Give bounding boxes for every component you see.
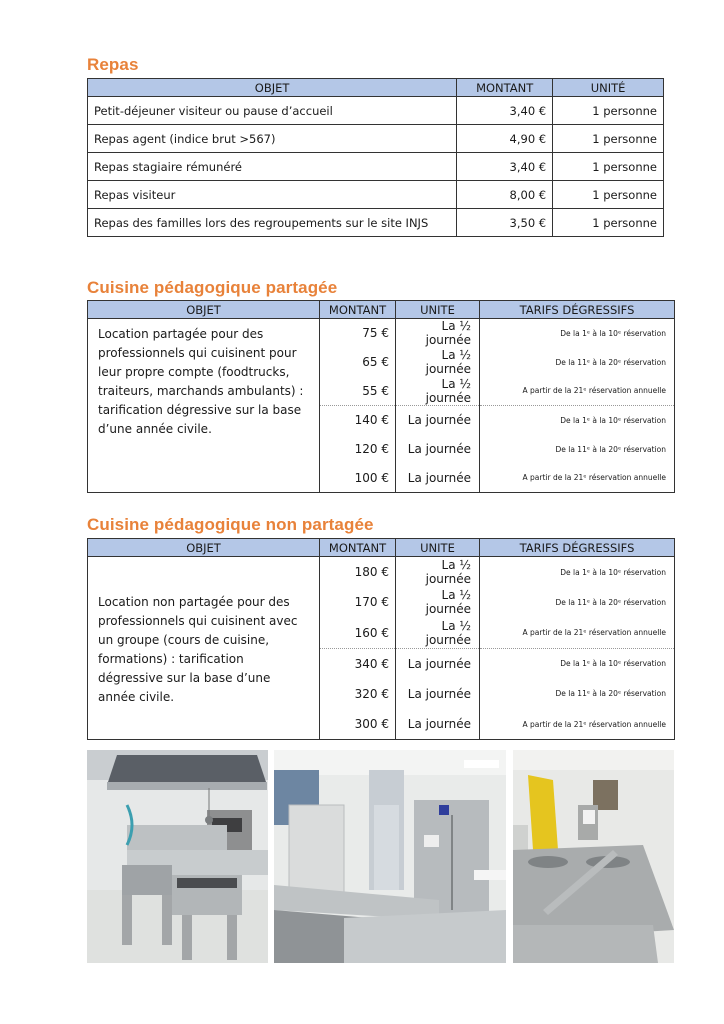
table-row bbox=[88, 181, 664, 209]
repas-table bbox=[87, 78, 664, 237]
cell-montant: 340 € bbox=[320, 648, 396, 679]
cell-tarif: De la 1ᵉ à la 10ᵉ réservation bbox=[480, 648, 675, 679]
cell-montant: 180 € bbox=[320, 557, 396, 588]
cell-unite: La journée bbox=[396, 648, 480, 679]
header-unite: UNITE bbox=[396, 539, 480, 557]
cell-objet: Petit-déjeuner visiteur ou pause d’accueil bbox=[88, 97, 457, 125]
cell-unite: La ½ journée bbox=[396, 319, 480, 348]
cell-unite: 1 personne bbox=[553, 153, 664, 181]
cell-unite: La ½ journée bbox=[396, 348, 480, 377]
kitchen-stoves-photo bbox=[87, 750, 268, 963]
cell-unite: La journée bbox=[396, 435, 480, 464]
cell-unite: La journée bbox=[396, 464, 480, 493]
header-objet: OBJET bbox=[88, 301, 320, 319]
cell-description: Location partagée pour des professionnels qui cuisinent pour leur propre compte (foodtrucks, traiteurs, marchands ambulants) : tarification dégressive sur la base d’une année civile. bbox=[88, 319, 320, 493]
table-row bbox=[88, 97, 664, 125]
cell-unite: La journée bbox=[396, 406, 480, 435]
cell-unite: La ½ journée bbox=[396, 587, 480, 618]
cell-montant: 3,50 € bbox=[457, 209, 553, 237]
cell-description: Location non partagée pour des professionnels qui cuisinent avec un groupe (cours de cuisine, formations) : tarification dégressive sur la base d’une année civile. bbox=[88, 557, 320, 740]
section-title-partagee: Cuisine pédagogique partagée bbox=[87, 278, 338, 297]
table-row bbox=[88, 125, 664, 153]
header-montant: MONTANT bbox=[457, 79, 553, 97]
cell-tarif: De la 11ᵉ à la 20ᵉ réservation bbox=[480, 679, 675, 710]
cell-unite: La journée bbox=[396, 709, 480, 740]
table-header-row bbox=[88, 79, 664, 97]
kitchen-fridge-photo bbox=[274, 750, 506, 963]
cell-tarif: A partir de la 21ᵉ réservation annuelle bbox=[480, 377, 675, 406]
cell-unite: 1 personne bbox=[553, 209, 664, 237]
header-tarifs: TARIFS DÉGRESSIFS bbox=[480, 301, 675, 319]
table-row bbox=[88, 153, 664, 181]
cell-montant: 300 € bbox=[320, 709, 396, 740]
cell-montant: 8,00 € bbox=[457, 181, 553, 209]
cell-montant: 140 € bbox=[320, 406, 396, 435]
cell-montant: 320 € bbox=[320, 679, 396, 710]
header-montant: MONTANT bbox=[320, 539, 396, 557]
cell-tarif: A partir de la 21ᵉ réservation annuelle bbox=[480, 464, 675, 493]
header-objet: OBJET bbox=[88, 79, 457, 97]
cell-tarif: A partir de la 21ᵉ réservation annuelle bbox=[480, 709, 675, 740]
cell-unite: La ½ journée bbox=[396, 557, 480, 588]
cell-tarif: De la 1ᵉ à la 10ᵉ réservation bbox=[480, 557, 675, 588]
cell-objet: Repas visiteur bbox=[88, 181, 457, 209]
section-title-non-partagee: Cuisine pédagogique non partagée bbox=[87, 515, 374, 534]
cell-unite: La journée bbox=[396, 679, 480, 710]
cuisine-partagee-table bbox=[87, 300, 675, 493]
cell-montant: 3,40 € bbox=[457, 153, 553, 181]
cell-unite: 1 personne bbox=[553, 181, 664, 209]
header-tarifs: TARIFS DÉGRESSIFS bbox=[480, 539, 675, 557]
cell-montant: 120 € bbox=[320, 435, 396, 464]
header-unite: UNITE bbox=[396, 301, 480, 319]
cell-tarif: De la 11ᵉ à la 20ᵉ réservation bbox=[480, 587, 675, 618]
cell-unite: 1 personne bbox=[553, 97, 664, 125]
cell-objet: Repas stagiaire rémunéré bbox=[88, 153, 457, 181]
header-montant: MONTANT bbox=[320, 301, 396, 319]
table-row bbox=[88, 557, 675, 588]
cell-tarif: De la 1ᵉ à la 10ᵉ réservation bbox=[480, 406, 675, 435]
cell-unite: La ½ journée bbox=[396, 618, 480, 649]
cell-tarif: De la 11ᵉ à la 20ᵉ réservation bbox=[480, 348, 675, 377]
cuisine-non-partagee-table bbox=[87, 538, 675, 740]
table-row bbox=[88, 209, 664, 237]
cell-unite: La ½ journée bbox=[396, 377, 480, 406]
cell-montant: 100 € bbox=[320, 464, 396, 493]
table-row bbox=[88, 319, 675, 348]
cell-objet: Repas agent (indice brut >567) bbox=[88, 125, 457, 153]
table-header-row bbox=[88, 301, 675, 319]
header-objet: OBJET bbox=[88, 539, 320, 557]
cell-tarif: A partir de la 21ᵉ réservation annuelle bbox=[480, 618, 675, 649]
cell-montant: 170 € bbox=[320, 587, 396, 618]
header-unite: UNITÉ bbox=[553, 79, 664, 97]
cell-montant: 4,90 € bbox=[457, 125, 553, 153]
cell-montant: 160 € bbox=[320, 618, 396, 649]
section-title-repas: Repas bbox=[87, 55, 139, 74]
kitchen-sinks-photo bbox=[513, 750, 674, 963]
cell-tarif: De la 1ᵉ à la 10ᵉ réservation bbox=[480, 319, 675, 348]
cell-montant: 75 € bbox=[320, 319, 396, 348]
cell-montant: 65 € bbox=[320, 348, 396, 377]
cell-montant: 3,40 € bbox=[457, 97, 553, 125]
cell-unite: 1 personne bbox=[553, 125, 664, 153]
cell-objet: Repas des familles lors des regroupements sur le site INJS bbox=[88, 209, 457, 237]
table-header-row bbox=[88, 539, 675, 557]
cell-tarif: De la 11ᵉ à la 20ᵉ réservation bbox=[480, 435, 675, 464]
cell-montant: 55 € bbox=[320, 377, 396, 406]
